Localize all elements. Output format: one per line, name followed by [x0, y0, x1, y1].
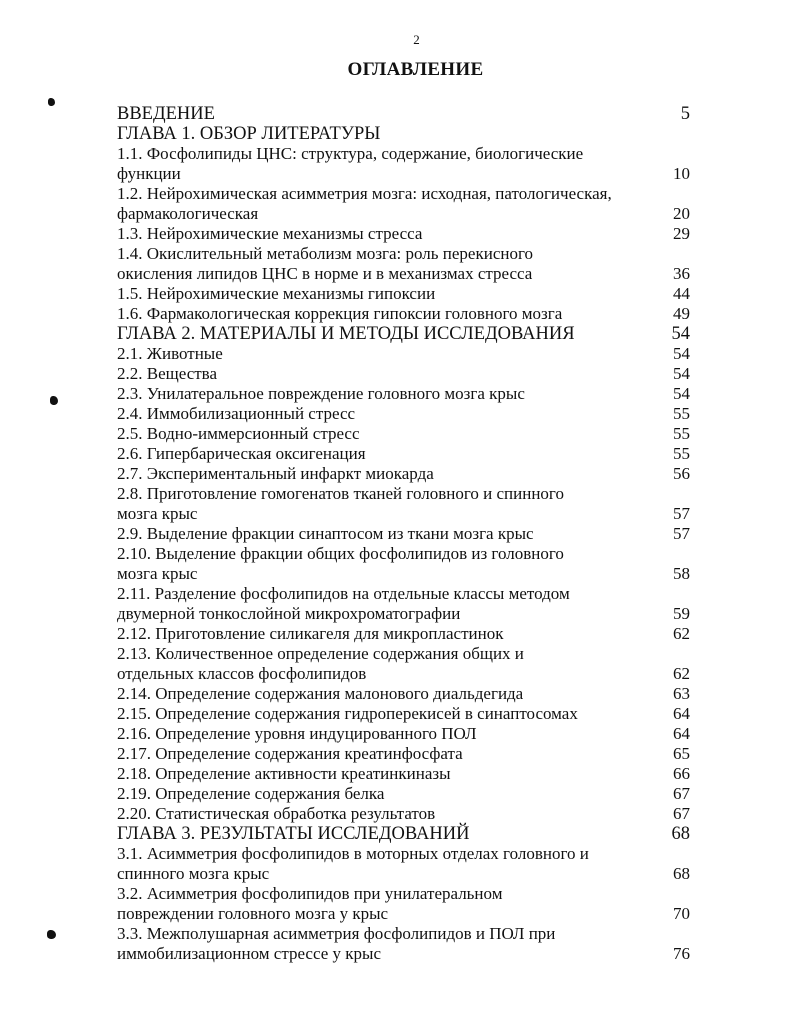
- toc-entry-line: [117, 504, 690, 524]
- toc-entry-text: спинного мозга крыс: [117, 864, 270, 883]
- toc-page-number: 57: [673, 504, 690, 523]
- toc-entry-text: ГЛАВА 3. РЕЗУЛЬТАТЫ ИССЛЕДОВАНИЙ: [117, 824, 470, 844]
- toc-entry-text: функции: [117, 164, 181, 183]
- toc-entry-text: 3.3. Межполушарная асимметрия фосфолипидов и ПОЛ при: [117, 924, 556, 943]
- toc-chapter-line: [117, 124, 690, 144]
- toc-entry-line: [117, 864, 690, 884]
- toc-entry-line: [117, 424, 690, 444]
- toc-page-number: 70: [673, 904, 690, 923]
- toc-entry-line: [117, 604, 690, 624]
- toc-entry-line: [117, 904, 690, 924]
- toc-page-number: 54: [671, 324, 690, 344]
- toc-page-number: 67: [673, 784, 690, 803]
- toc-entry-line: [117, 724, 690, 744]
- toc-entry-text: ВВЕДЕНИЕ: [117, 104, 215, 124]
- toc-entry-line: [117, 484, 690, 504]
- toc-entry-text: 2.9. Выделение фракции синаптосом из ткани мозга крыс: [117, 524, 534, 543]
- toc-entry-text: 1.4. Окислительный метаболизм мозга: роль перекисного: [117, 244, 534, 263]
- toc-entry-line: [117, 524, 690, 544]
- toc-entry-text: 2.8. Приготовление гомогенатов тканей головного и спинного: [117, 484, 564, 503]
- toc-entry-line: [117, 924, 690, 944]
- toc-page-number: 58: [673, 564, 690, 583]
- toc-entry-text: 1.3. Нейрохимические механизмы стресса: [117, 224, 423, 243]
- toc-entry-text: 1.1. Фосфолипиды ЦНС: структура, содержание, биологические: [117, 144, 584, 163]
- toc-entry-text: мозга крыс: [117, 504, 198, 523]
- toc-page-number: 67: [673, 804, 690, 823]
- toc-page-number: 63: [673, 684, 690, 703]
- toc-page-number: 49: [673, 304, 690, 323]
- toc-entry-text: 2.19. Определение содержания белка: [117, 784, 385, 803]
- toc-entry-text: 2.18. Определение активности креатинкиназы: [117, 764, 451, 783]
- toc-entry-line: [117, 164, 690, 184]
- toc-page-number: 54: [673, 344, 690, 363]
- toc-entry-line: [117, 884, 690, 904]
- toc-entry-line: [117, 664, 690, 684]
- toc-entry-text: 2.20. Статистическая обработка результатов: [117, 804, 436, 823]
- toc-entry-text: 2.17. Определение содержания креатинфосфата: [117, 744, 463, 763]
- toc-page-number: 10: [673, 164, 690, 183]
- toc-entry-line: [117, 704, 690, 724]
- page-title: ОГЛАВЛЕНИЕ: [347, 59, 484, 80]
- toc-entry-line: [117, 784, 690, 804]
- toc-entry-text: двумерной тонкослойной микрохроматографии: [117, 604, 461, 623]
- toc-chapter-line: [117, 104, 690, 124]
- toc-page-number: 62: [673, 624, 690, 643]
- toc-entry-text: 2.4. Иммобилизационный стресс: [117, 404, 356, 423]
- toc-page-number: 64: [673, 724, 690, 743]
- toc-entry-text: 2.2. Вещества: [117, 364, 218, 383]
- toc-page-number: 55: [673, 424, 690, 443]
- toc-page-number: 66: [673, 764, 690, 783]
- toc-entry-line: [117, 284, 690, 304]
- toc-entry-text: повреждении головного мозга у крыс: [117, 904, 389, 923]
- scan-speck: [47, 930, 56, 939]
- toc-entry-line: [117, 464, 690, 484]
- toc-page-number: 68: [671, 824, 690, 844]
- toc-entry-text: окисления липидов ЦНС в норме и в механизмах стресса: [117, 264, 533, 283]
- toc-entry-text: 1.6. Фармакологическая коррекция гипоксии головного мозга: [117, 304, 563, 323]
- toc-page-number: 68: [673, 864, 690, 883]
- toc-entry-line: [117, 544, 690, 564]
- toc-entry-line: [117, 264, 690, 284]
- toc-page-number: 5: [680, 104, 690, 124]
- toc-entry-line: [117, 204, 690, 224]
- toc-page-number: 59: [673, 604, 690, 623]
- toc-entry-line: [117, 744, 690, 764]
- toc-page-number: 76: [673, 944, 690, 963]
- toc-entry-text: 1.2. Нейрохимическая асимметрия мозга: исходная, патологическая,: [117, 184, 612, 203]
- toc-entry-line: [117, 304, 690, 324]
- toc-entry-text: 1.5. Нейрохимические механизмы гипоксии: [117, 284, 436, 303]
- table-of-contents: [117, 104, 690, 964]
- toc-entry-line: [117, 584, 690, 604]
- toc-entry-line: [117, 684, 690, 704]
- toc-entry-line: [117, 224, 690, 244]
- toc-chapter-line: [117, 324, 690, 344]
- toc-entry-text: 2.13. Количественное определение содержания общих и: [117, 644, 524, 663]
- toc-entry-text: 2.1. Животные: [117, 344, 223, 363]
- toc-page-number: 36: [673, 264, 690, 283]
- toc-page-number: 56: [673, 464, 690, 483]
- toc-entry-text: 2.11. Разделение фосфолипидов на отдельные классы методом: [117, 584, 570, 603]
- toc-entry-text: ГЛАВА 1. ОБЗОР ЛИТЕРАТУРЫ: [117, 124, 381, 144]
- toc-entry-text: 3.2. Асимметрия фосфолипидов при унилатеральном: [117, 884, 503, 903]
- toc-entry-line: [117, 804, 690, 824]
- toc-page-number: 29: [673, 224, 690, 243]
- toc-page-number: 55: [673, 404, 690, 423]
- toc-page-number: 44: [673, 284, 690, 303]
- toc-entry-text: 3.1. Асимметрия фосфолипидов в моторных отделах головного и: [117, 844, 589, 863]
- toc-page-number: 20: [673, 204, 690, 223]
- toc-entry-line: [117, 644, 690, 664]
- toc-page-number: 65: [673, 744, 690, 763]
- toc-entry-text: 2.7. Экспериментальный инфаркт миокарда: [117, 464, 434, 483]
- toc-entry-line: [117, 944, 690, 964]
- toc-entry-line: [117, 404, 690, 424]
- toc-entry-text: 2.3. Унилатеральное повреждение головного мозга крыс: [117, 384, 525, 403]
- toc-entry-line: [117, 764, 690, 784]
- toc-entry-text: 2.10. Выделение фракции общих фосфолипидов из головного: [117, 544, 564, 563]
- toc-entry-text: 2.6. Гипербарическая оксигенация: [117, 444, 366, 463]
- toc-entry-line: [117, 564, 690, 584]
- toc-page-number: 57: [673, 524, 690, 543]
- toc-entry-line: [117, 624, 690, 644]
- toc-entry-text: 2.16. Определение уровня индуцированного ПОЛ: [117, 724, 477, 743]
- toc-page-number: 54: [673, 384, 690, 403]
- toc-page-number: 64: [673, 704, 690, 723]
- toc-entry-text: 2.12. Приготовление силикагеля для микропластинок: [117, 624, 504, 643]
- toc-page-number: 62: [673, 664, 690, 683]
- toc-entry-line: [117, 364, 690, 384]
- page-number: 2: [413, 32, 420, 47]
- toc-entry-text: ГЛАВА 2. МАТЕРИАЛЫ И МЕТОДЫ ИССЛЕДОВАНИЯ: [117, 324, 575, 344]
- toc-entry-text: фармакологическая: [117, 204, 259, 223]
- scan-speck: [48, 98, 55, 106]
- toc-entry-line: [117, 844, 690, 864]
- scan-speck: [50, 396, 58, 405]
- toc-entry-text: 2.5. Водно-иммерсионный стресс: [117, 424, 360, 443]
- toc-entry-text: мозга крыс: [117, 564, 198, 583]
- toc-entry-text: отдельных классов фосфолипидов: [117, 664, 367, 683]
- toc-entry-line: [117, 444, 690, 464]
- toc-page-number: 55: [673, 444, 690, 463]
- toc-page-number: 54: [673, 364, 690, 383]
- toc-entry-text: 2.14. Определение содержания малонового диальдегида: [117, 684, 524, 703]
- toc-chapter-line: [117, 824, 690, 844]
- toc-entry-line: [117, 184, 690, 204]
- toc-entry-text: 2.15. Определение содержания гидроперекисей в синаптосомах: [117, 704, 578, 723]
- toc-entry-line: [117, 384, 690, 404]
- toc-entry-text: иммобилизационном стрессе у крыс: [117, 944, 381, 963]
- toc-entry-line: [117, 144, 690, 164]
- toc-entry-line: [117, 344, 690, 364]
- toc-entry-line: [117, 244, 690, 264]
